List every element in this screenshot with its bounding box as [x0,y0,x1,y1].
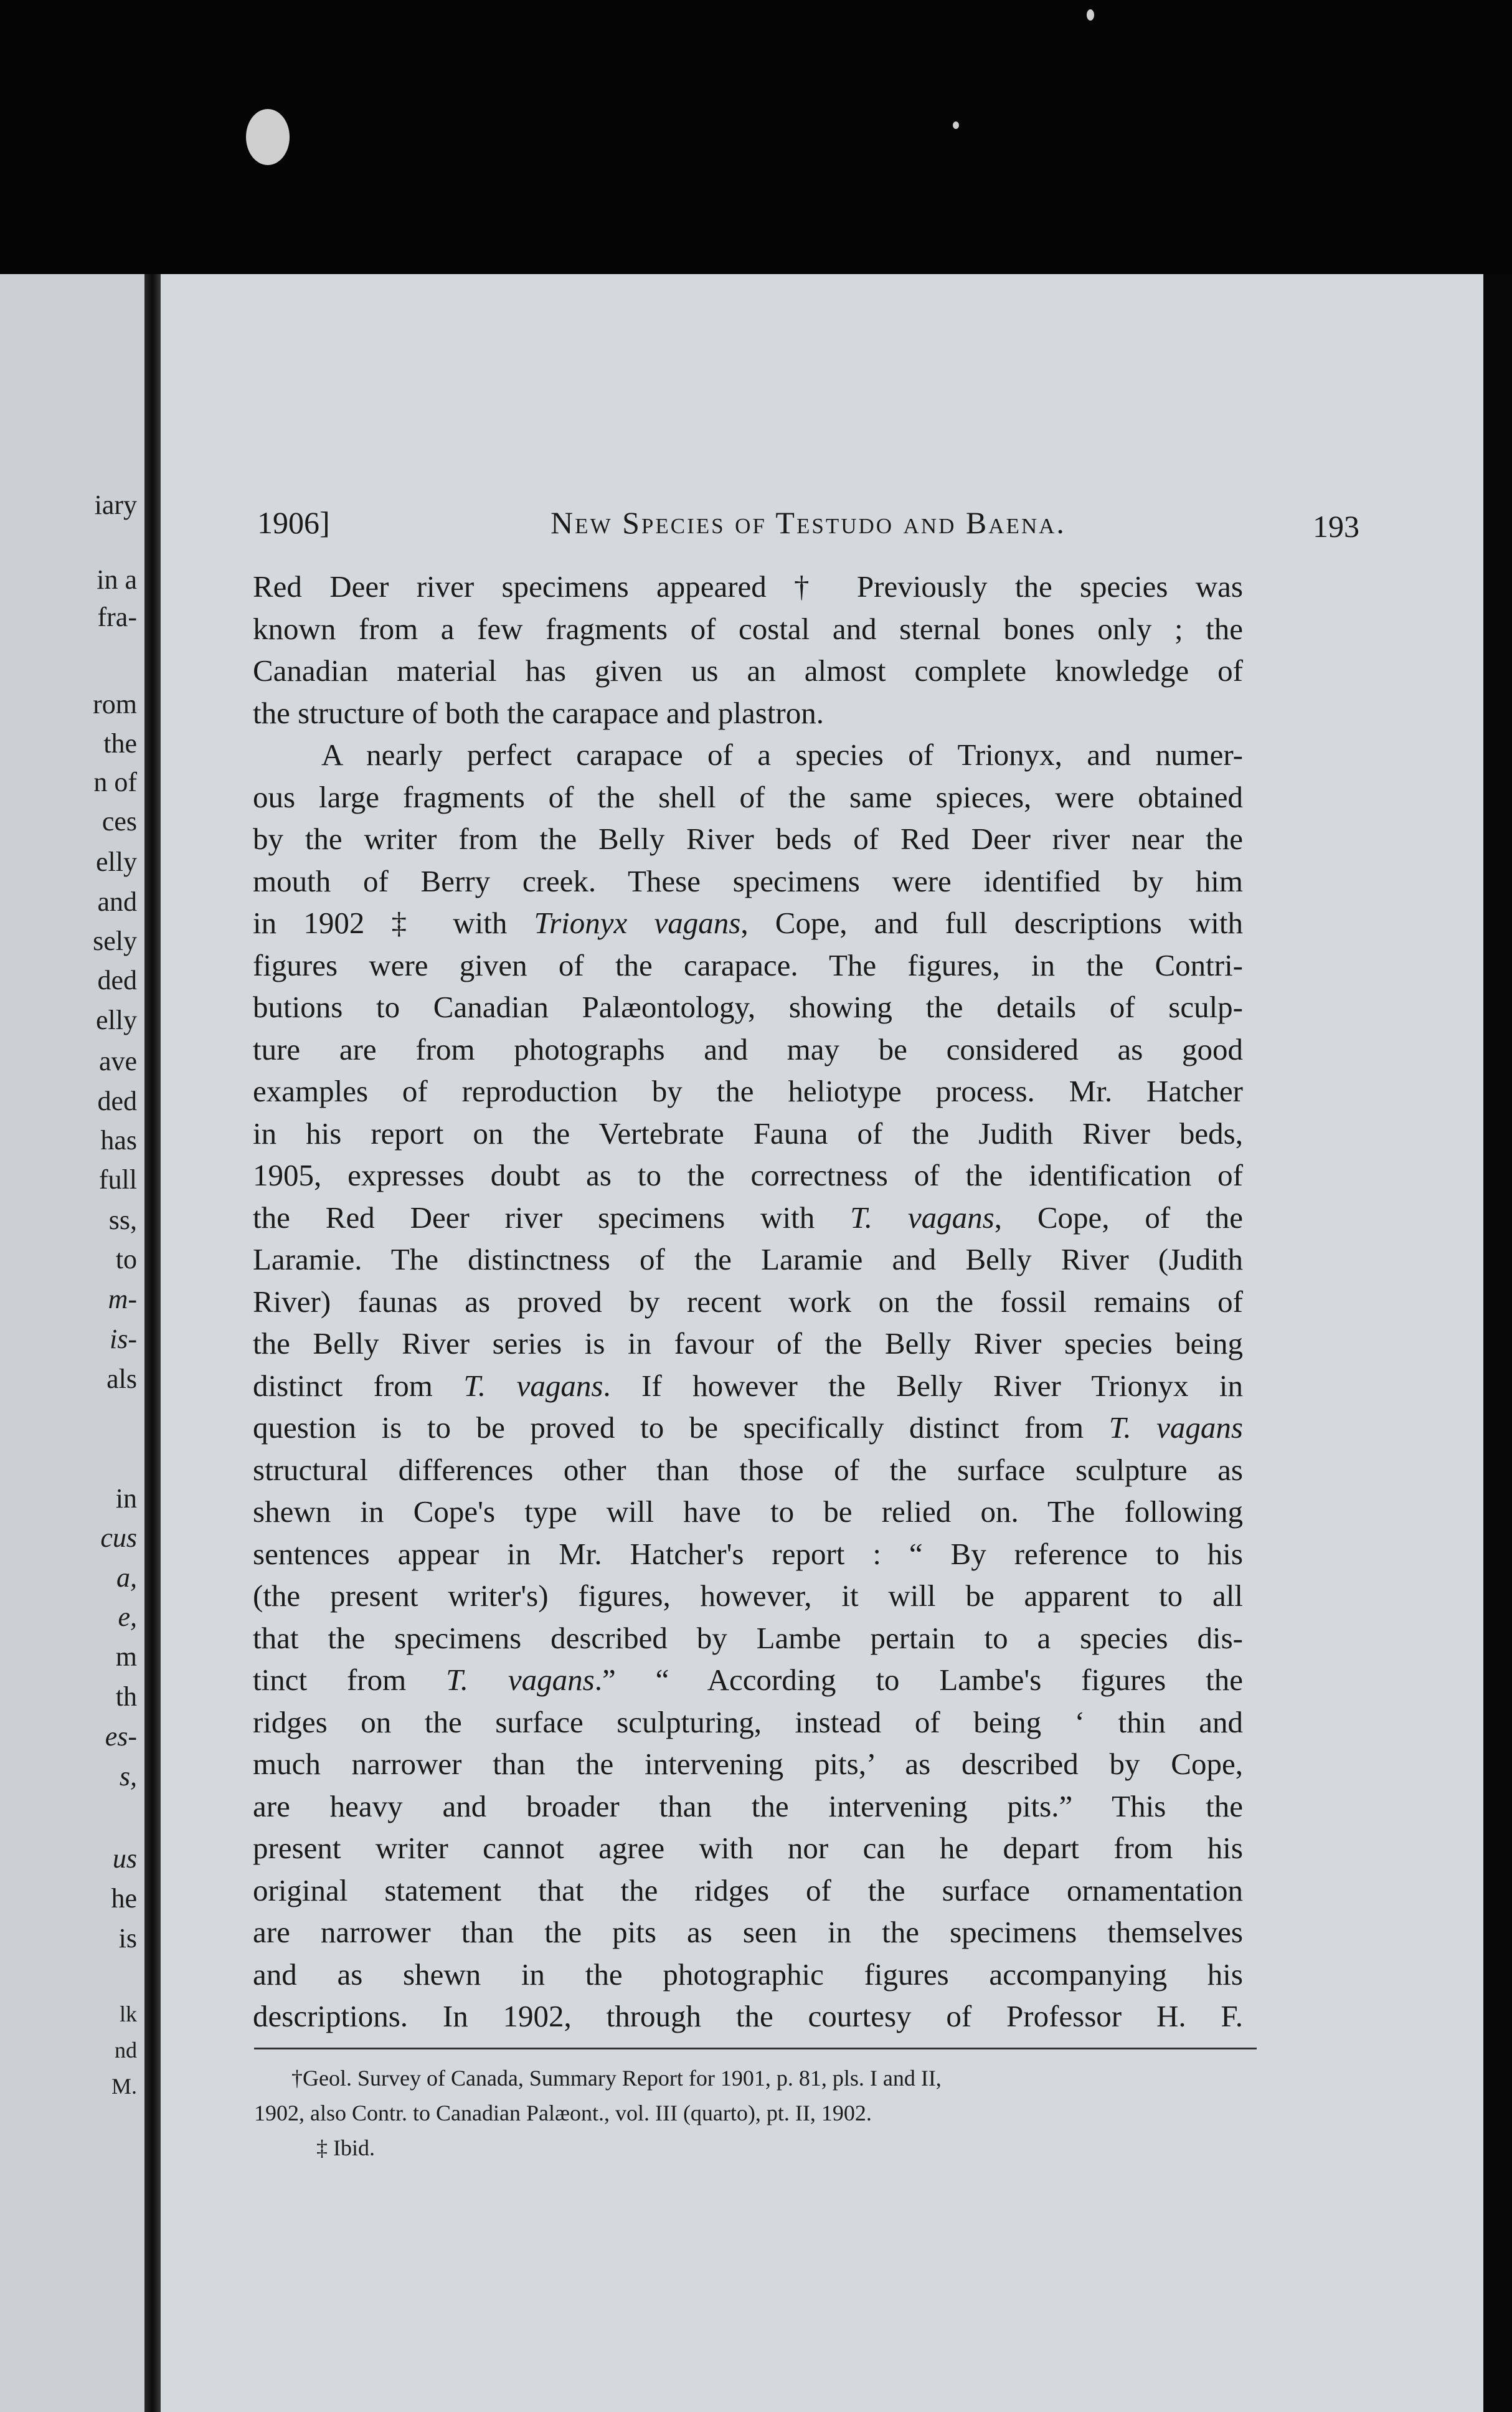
left-fragment: m [115,1641,137,1672]
page-number: 193 [1313,509,1359,544]
page-edge-shadow [1483,274,1512,2412]
left-fragment: full [98,1164,137,1195]
text-line: Canadian material has given us an almost complete knowledge of [253,653,1243,688]
text-line: (the present writer's) figures, however, it will be apparent to all [253,1579,1243,1613]
text-line: descriptions. In 1902, through the courtesy of Professor H. F. [253,1999,1243,2033]
left-fragment: to [115,1244,137,1275]
text-line: original statement that the ridges of the surface ornamentation [253,1873,1243,1907]
header-year: 1906] [257,505,330,540]
text-line: ture are from photographs and may be considered as good [253,1032,1243,1066]
left-fragment: elly [96,1005,137,1035]
book-page [161,274,1483,2412]
left-fragment: nd [115,2038,137,2063]
footnote: 1902, also Contr. to Canadian Palæont., vol. III (quarto), pt. II, 1902. [254,2101,872,2125]
text-line: the Red Deer river specimens with T. vagans, Cope, of the [253,1200,1243,1235]
left-fragment: ded [97,1086,137,1116]
text-line: mouth of Berry creek. These specimens were identified by him [253,863,1243,898]
text-line: distinct from T. vagans. If however the Belly River Trionyx in [253,1368,1243,1403]
text-line: present writer cannot agree with nor can he depart from his [253,1831,1243,1865]
left-fragment: is [118,1923,137,1954]
left-fragment: rom [93,689,137,719]
left-fragment: the [103,728,137,759]
left-fragment: e, [118,1602,137,1632]
text-line: known from a few fragments of costal and sternal bones only ; the [253,611,1243,646]
body-text [253,566,1243,2038]
text-line: figures were given of the carapace. The figures, in the Contri- [253,947,1243,982]
left-fragment: he [111,1883,137,1914]
left-fragment: ave [98,1046,137,1076]
text-line: butions to Canadian Palæontology, showing the details of sculp- [253,990,1243,1024]
left-fragment: ss, [108,1205,137,1235]
left-fragment: a, [116,1562,137,1593]
left-fragment: in a [97,564,137,595]
left-fragment: th [115,1681,137,1712]
book-gutter [144,274,161,2412]
footnote: †Geol. Survey of Canada, Summary Report for 1901, p. 81, pls. I and II, [291,2066,942,2091]
scan-dust [1087,9,1094,21]
footnote: ‡ Ibid. [316,2135,375,2160]
left-fragment: m- [108,1284,137,1314]
footnote-rule [254,2048,1257,2049]
text-line: sentences appear in Mr. Hatcher's report : “ By reference to his [253,1536,1243,1571]
left-fragment: fra- [97,602,137,632]
text-line: structural differences other than those of the surface sculpture as [253,1452,1243,1487]
text-line: are heavy and broader than the intervening pits.” This the [253,1788,1243,1823]
left-fragment: als [106,1364,137,1394]
text-line: examples of reproduction by the heliotype process. Mr. Hatcher [253,1074,1243,1108]
text-line: River) faunas as proved by recent work on the fossil remains of [253,1284,1243,1319]
text-line: much narrower than the intervening pits,’ as described by Cope, [253,1747,1243,1781]
left-page-fragment [0,274,144,2412]
text-line: by the writer from the Belly River beds of Red Deer river near the [253,822,1243,856]
footnotes [254,2061,1257,2165]
text-line: ridges on the surface sculpturing, instead of being ‘ thin and [253,1704,1243,1739]
text-line: Red Deer river specimens appeared † Previously the species was [253,569,1243,604]
header-title: New Species of Testudo and Baena. [550,505,1066,540]
text-line: question is to be proved to be specifically distinct from T. vagans [253,1410,1243,1445]
left-fragment: elly [96,847,137,877]
text-line: are narrower than the pits as seen in the specimens themselves [253,1915,1243,1949]
left-fragment: sely [93,926,137,956]
left-fragment: us [112,1843,137,1874]
text-line: in 1902 ‡ with Trionyx vagans, Cope, and full descriptions with [253,906,1243,940]
text-line: and as shewn in the photographic figures accompanying his [253,1957,1243,1992]
text-line: shewn in Cope's type will have to be relied on. The following [253,1494,1243,1529]
text-line: Laramie. The distinctness of the Laramie and Belly River (Judith [253,1242,1243,1276]
running-header [257,505,1359,548]
left-fragment: M. [111,2074,137,2099]
left-fragment: n of [93,767,137,797]
text-line: that the specimens described by Lambe pertain to a species dis- [253,1620,1243,1655]
text-line: ous large fragments of the shell of the same spieces, were obtained [253,779,1243,814]
left-fragment: s, [119,1761,137,1792]
left-fragment: iary [94,490,137,520]
text-line: A nearly perfect carapace of a species of Trionyx, and numer- [321,738,1243,772]
text-line: 1905, expresses doubt as to the correctness of the identification of [253,1158,1243,1192]
left-fragment: ded [97,965,137,995]
left-fragment: lk [119,2001,137,2026]
left-fragment: ces [102,806,137,837]
text-line: tinct from T. vagans.” “ According to Lambe's figures the [253,1663,1243,1697]
left-fragment: es- [105,1721,137,1752]
scan-dust [246,109,290,165]
left-fragment: and [97,886,137,917]
left-fragment: in [115,1483,137,1514]
left-fragment: cus [100,1522,137,1553]
text-line: in his report on the Vertebrate Fauna of the Judith River beds, [253,1116,1243,1151]
text-line: the structure of both the carapace and plastron. [253,695,825,730]
scan-dust [953,121,959,129]
left-fragment: has [100,1125,137,1156]
left-fragment: is- [110,1324,137,1354]
text-line: the Belly River series is in favour of the Belly River species being [253,1326,1243,1360]
